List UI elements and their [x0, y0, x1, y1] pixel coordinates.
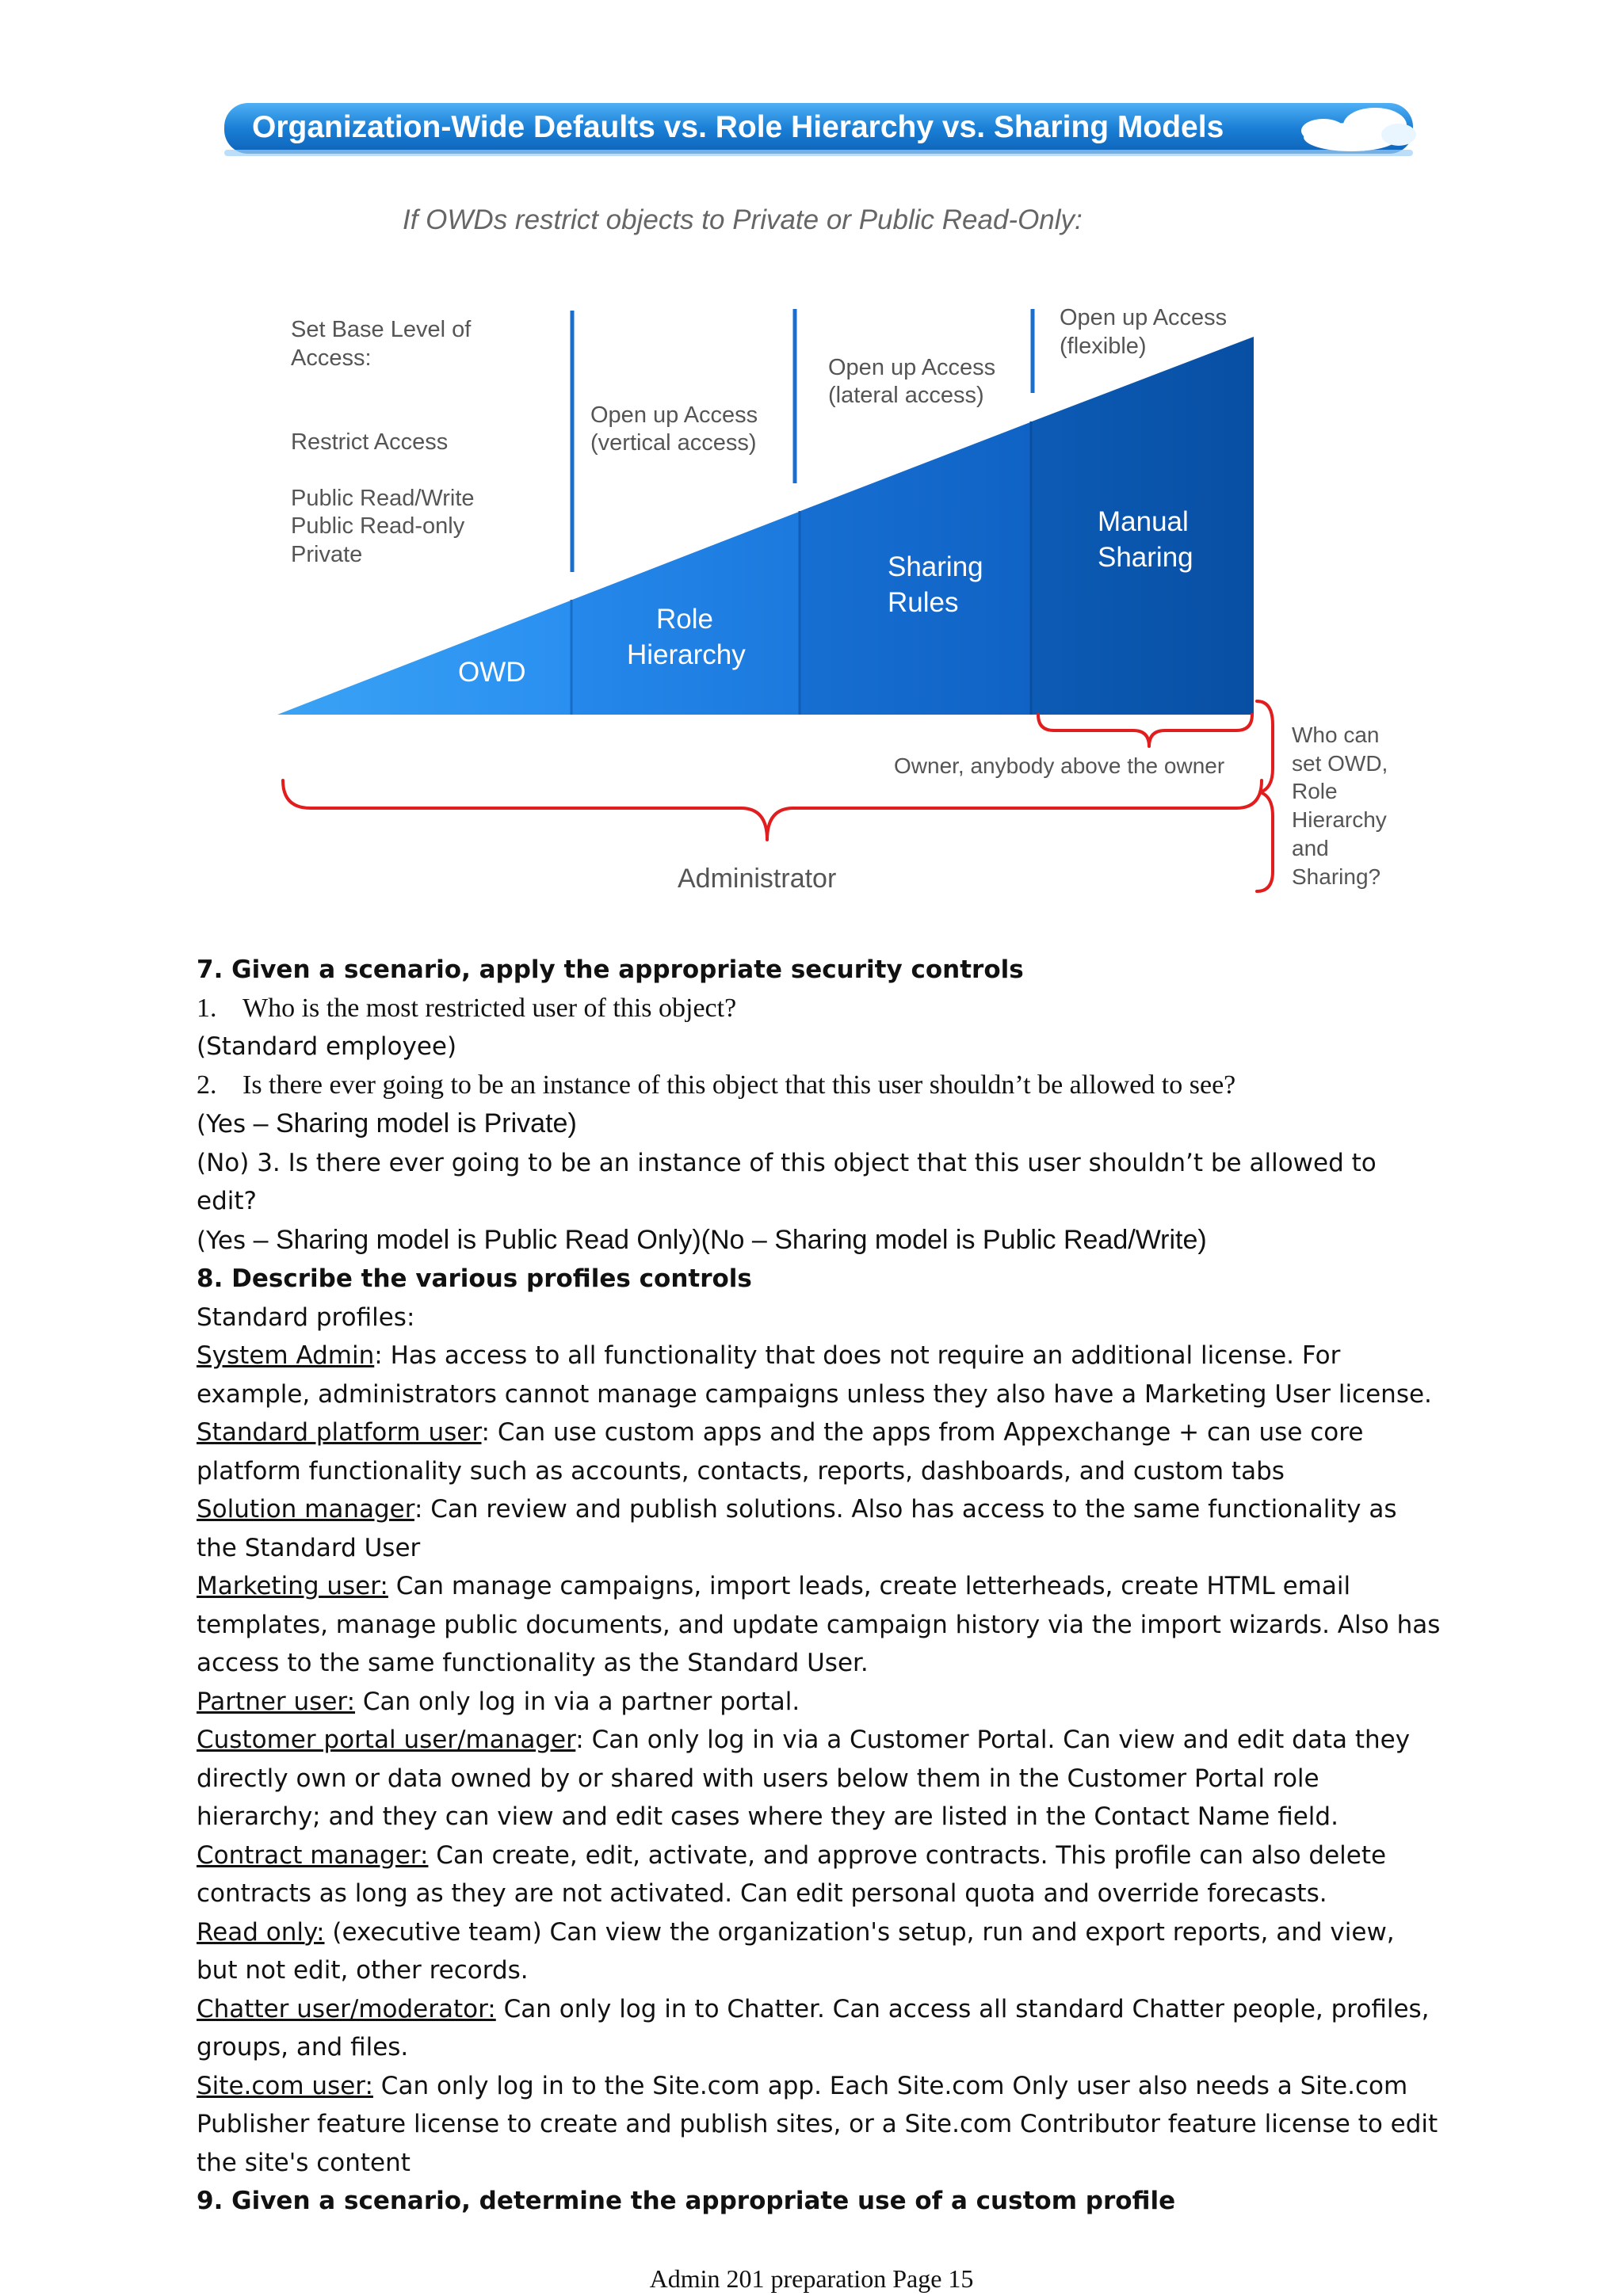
restrict-access-label: Restrict Access	[291, 429, 449, 455]
sharing-rules-label: Sharing	[888, 551, 983, 582]
profile-description: : Can only log in via a Customer Portal. Can view and edit data they directly own or data owned by or shared with users below them in the Customer Portal role hierarchy; and they can view and edit cases where they are listed in the Contact Name field.	[197, 1726, 1411, 1831]
page-footer: Admin 201 preparation Page 15	[649, 2264, 974, 2293]
manual-sharing-label-2: Sharing	[1098, 542, 1193, 573]
heading-section-7: 7. Given a scenario, apply the appropriate security controls	[197, 955, 1024, 984]
flexible-access-label-2: (flexible)	[1060, 334, 1147, 359]
title-banner	[224, 103, 1416, 156]
base-level-label: Set Base Level of	[291, 317, 472, 342]
vertical-access-label-2: (vertical access)	[590, 430, 757, 456]
profile-read-only	[197, 1913, 1441, 1990]
who-can-line-5: and	[1292, 836, 1329, 860]
profile-description: : Can review and publish solutions. Also has access to the same functionality as the Standard User	[197, 1495, 1397, 1562]
notes-body	[197, 951, 1441, 2221]
who-can-line-4: Hierarchy	[1292, 807, 1387, 832]
profile-label: Site.com user:	[197, 2071, 373, 2100]
answer-2-prefix: (Yes	[197, 1110, 246, 1138]
question-1-number: 1.	[197, 993, 217, 1023]
sharing-rules-label-2: Rules	[888, 587, 959, 618]
profile-label: Partner user:	[197, 1687, 356, 1716]
option-public-read-only: Public Read-only	[291, 513, 465, 539]
owd-label: OWD	[458, 657, 526, 688]
heading-section-8: 8. Describe the various profiles controls	[197, 1264, 752, 1293]
lateral-access-label-2: (lateral access)	[828, 383, 984, 408]
profile-label: Contract manager:	[197, 1840, 429, 1870]
who-can-line-3: Role	[1292, 779, 1338, 803]
answer-2	[197, 1104, 1441, 1144]
option-private: Private	[291, 542, 363, 567]
manual-sharing-label: Manual	[1098, 506, 1189, 537]
profile-label: Marketing user:	[197, 1572, 388, 1600]
question-2	[197, 1066, 1441, 1105]
who-can-line-6: Sharing?	[1292, 864, 1381, 889]
question-2-text: Is there ever going to be an instance of this object that this user shouldn’t be allowed to see?	[242, 1070, 1236, 1100]
profile-marketing-user	[197, 1567, 1441, 1683]
administrator-label: Administrator	[678, 864, 837, 894]
profile-label: Read only:	[197, 1917, 325, 1947]
answer-3-prefix: (Yes	[197, 1226, 246, 1255]
profile-description: (executive team) Can view the organization's setup, run and export reports, and view, but not edit, other records.	[197, 1917, 1395, 1985]
owner-label: Owner, anybody above the owner	[894, 753, 1225, 778]
profile-description: Can only log in to the Site.com app. Each Site.com Only user also needs a Site.com Publisher feature license to create and publish sites, or a Site.com Contributor feature license to edit the site's content	[197, 2071, 1438, 2177]
standard-profiles-label: Standard profiles:	[197, 1302, 415, 1332]
question-1-text: Who is the most restricted user of this object?	[242, 993, 737, 1023]
banner-title: Organization-Wide Defaults vs. Role Hierarchy vs. Sharing Models	[252, 110, 1224, 144]
flexible-access-label: Open up Access	[1060, 305, 1228, 330]
profile-standard-platform-user	[197, 1413, 1441, 1490]
option-public-read-write: Public Read/Write	[291, 486, 475, 511]
profile-description: Can manage campaigns, import leads, create letterheads, create HTML email templates, manage public documents, and update campaign history via the import wizards. Also has access to the same functionality as the Standard User.	[197, 1572, 1441, 1677]
question-3: (No) 3. Is there ever going to be an instance of this object that this user shouldn’t be allowed to edit?	[197, 1148, 1377, 1215]
profile-description: Can only log in to Chatter. Can access all standard Chatter people, profiles, groups, and files.	[197, 1994, 1430, 2061]
profile-solution-manager	[197, 1490, 1441, 1567]
profile-label: System Admin	[197, 1341, 375, 1370]
administrator-bracket	[283, 780, 1262, 840]
profile-system-admin	[197, 1337, 1441, 1413]
who-can-line-1: Who can	[1292, 723, 1380, 747]
base-level-label-2: Access:	[291, 345, 372, 371]
answer-1: (Standard employee)	[197, 1032, 457, 1061]
vertical-access-label: Open up Access	[590, 402, 758, 428]
profile-description: : Can use custom apps and the apps from Appexchange + can use core platform functionality such as accounts, contacts, reports, dashboards, and custom tabs	[197, 1418, 1364, 1486]
profile-description: Can only log in via a partner portal.	[355, 1687, 800, 1716]
profile-label: Customer portal user/manager	[197, 1726, 576, 1754]
figure-subtitle: If OWDs restrict objects to Private or Public Read-Only:	[403, 204, 1083, 235]
question-2-number: 2.	[197, 1070, 217, 1100]
who-can-line-2: set OWD,	[1292, 751, 1388, 776]
heading-section-9: 9. Given a scenario, determine the appropriate use of a custom profile	[197, 2187, 1176, 2215]
profile-site-com-user	[197, 2067, 1441, 2183]
profile-description: Can create, edit, activate, and approve contracts. This profile can also delete contracts as long as they are not activated. Can edit personal quota and override forecasts.	[197, 1840, 1387, 1908]
profile-label: Chatter user/moderator:	[197, 1994, 496, 2023]
sharing-model-diagram	[0, 0, 1623, 903]
answer-3-text: – Sharing model is Public Read Only)(No – Sharing model is Public Read/Write)	[246, 1224, 1207, 1255]
role-hierarchy-label: Role	[656, 604, 713, 635]
owner-bracket	[1038, 715, 1252, 746]
answer-2-text: – Sharing model is Private)	[246, 1108, 577, 1138]
profile-description: : Has access to all functionality that does not require an additional license. For example, administrators cannot manage campaigns unless they also have a Marketing User license.	[197, 1341, 1432, 1409]
profile-label: Standard platform user	[197, 1418, 482, 1447]
question-1	[197, 990, 1441, 1028]
profile-partner-user	[197, 1683, 1441, 1722]
profile-chatter-user	[197, 1990, 1441, 2067]
answer-3	[197, 1221, 1441, 1261]
role-hierarchy-label-2: Hierarchy	[627, 639, 746, 670]
lateral-access-label: Open up Access	[828, 355, 996, 380]
profile-label: Solution manager	[197, 1495, 414, 1524]
profile-customer-portal	[197, 1721, 1441, 1836]
segment-owd	[277, 601, 571, 715]
profile-contract-manager	[197, 1836, 1441, 1913]
